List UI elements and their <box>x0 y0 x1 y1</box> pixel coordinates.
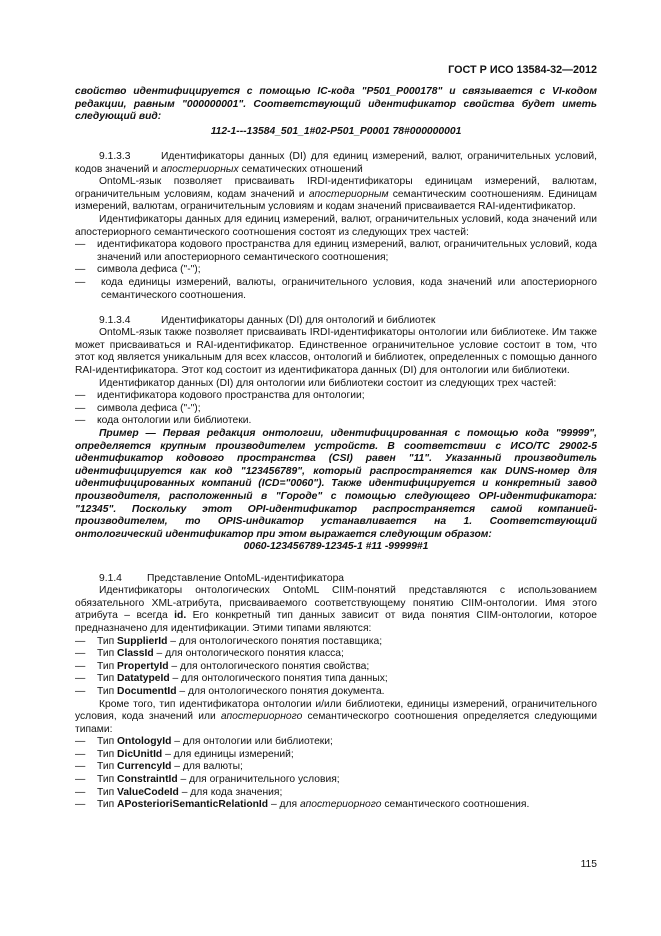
list-item <box>75 787 597 800</box>
list-item <box>75 648 597 661</box>
dash-marker: — <box>75 635 86 647</box>
section-9134-paragraph-2: Идентификатор данных (DI) для онтологии или библиотеки состоит из следующих трех частей: <box>99 377 557 389</box>
type-term: ConstraintId <box>117 774 178 786</box>
paragraph-text: OntoML-язык позволяет присваивать IRDI-идентификаторы единицам измерений, валютам, ограничительным условиям, кодам значений и <box>75 176 597 200</box>
list-item <box>75 403 597 416</box>
list-item <box>75 264 597 277</box>
dash-marker: — <box>75 736 86 748</box>
type-prefix: Тип <box>97 786 118 798</box>
list-item <box>75 799 597 812</box>
dash-marker: — <box>75 673 86 685</box>
dash-marker: — <box>75 239 86 251</box>
list-item <box>75 749 597 762</box>
section-914-paragraph-2 <box>75 699 597 737</box>
paragraph-text: Кроме того, тип идентификатора онтологии и/или библиотеки, единицы измерений, ограничительного условия, кода значений или <box>75 698 597 723</box>
heading-text: Идентификаторы данных (DI) для онтологий и библиотек <box>161 314 436 326</box>
dash-marker: — <box>75 761 86 773</box>
type-desc: – для онтологического понятия класса; <box>153 648 344 660</box>
spacer <box>75 138 597 151</box>
list-item <box>75 239 597 264</box>
list-item-text: идентификатора кодового пространства для единиц измерений, валют, ограничительных условий, кода значений или апостериорного семантического соотношения; <box>97 239 597 263</box>
dash-marker: — <box>75 390 86 402</box>
type-desc: – для онтологии или библиотеки; <box>171 736 333 748</box>
type-prefix: Тип <box>97 774 118 786</box>
dash-marker: — <box>75 660 86 672</box>
type-desc: – для онтологического понятия документа. <box>176 685 385 697</box>
section-number: 9.1.3.3 <box>99 150 131 162</box>
type-term: DatatypeId <box>117 673 170 685</box>
example-paragraph: Пример — Первая редакция онтологии, идентифицированная с помощью кода "99999", определяется крупным производителем устройств. В соответствии с ИСО/ТС 29002-5 идентификатор кодового пространства (CSI) равен "11". Указанный производитель идентифицируется как код "123456789", который распространяется как DUNS-номер для идентифицированных компаний (ICD="0060"). Также идентифицируется и конкретный завод производителя, расположенный в "Городе" с помощью следующего OPI-идентификатора: "12345". Поскольку этот OPI-идентификатор распространяется самой компанией-производителем, то OPIS-индикатор устанавливается на 1. Соответствующий онтологический идентификатор при этом выражается следующим образом: <box>75 428 597 540</box>
paragraph-italic: апостериорного <box>220 711 303 723</box>
list-item <box>75 636 597 649</box>
type-prefix: Тип <box>97 736 118 748</box>
list-item-text: идентификатора кодового пространства для онтологии; <box>97 390 365 402</box>
heading-text: Идентификаторы данных (DI) для единиц измерений, валют, ограничительных условий, кодов значений и <box>75 150 597 175</box>
types-list-1 <box>75 636 597 699</box>
dash-marker: — <box>75 415 86 427</box>
section-9134-paragraph-1: OntoML-язык также позволяет присваивать IRDI-идентификаторы онтологии или библиотеке. Им также может присваиваться и RAI-идентификатор. Единственное ограничительное условие состоит в том, что этот код является уникальным для всех классов, онтологий и библиотек, определенных с помощью данного RAI-идентификатора. Этот код состоит из идентификатора данных (DI) для онтологии или библиотеки. <box>75 327 597 377</box>
section-914-paragraph-1 <box>75 585 597 635</box>
type-term: DocumentId <box>117 685 177 697</box>
list-item-text: кода онтологии или библиотеки. <box>97 415 252 427</box>
type-term: PropertyId <box>117 660 169 672</box>
type-term: ValueCodeId <box>117 786 179 798</box>
attribute-name: id. <box>174 610 187 622</box>
heading-italic: апостериорных <box>160 163 239 175</box>
type-desc: – для валюты; <box>171 761 243 773</box>
type-term: OntologyId <box>117 736 172 748</box>
types-list-2 <box>75 736 597 812</box>
page-body <box>75 86 597 812</box>
list-item <box>75 774 597 787</box>
type-desc: – для кода значения; <box>178 786 283 798</box>
paragraph-text-end: семантическогро соотношения определяется следующими типами: <box>75 711 597 735</box>
paragraph-text-end: семантическим соотношениям. Единицам измерений, валютам, ограничительным условиям и кодам значений присваивается RAI-идентификатор. <box>75 188 597 213</box>
type-prefix: Тип <box>97 648 118 660</box>
type-prefix: Тип <box>97 685 118 697</box>
dash-marker: — <box>75 685 86 697</box>
type-term: SupplierId <box>117 635 168 647</box>
spacer <box>75 302 597 315</box>
list-item <box>75 277 597 302</box>
list-item <box>75 673 597 686</box>
section-number: 9.1.3.4 <box>99 314 131 326</box>
type-desc: – для онтологического понятия поставщика; <box>167 635 383 647</box>
property-identifier: 112-1---13584_501_1#02-P501_P0001 78#000000001 <box>210 125 462 137</box>
list-item-text: символа дефиса ("-"); <box>97 402 201 414</box>
type-prefix: Тип <box>97 748 118 760</box>
type-term: DicUnitId <box>117 748 163 760</box>
intro-paragraph: свойство идентифицируется с помощью IC-кода "P501_P000178" и связывается с VI-кодом редакции, равным "000000001". Соответствующий идентификатор свойства будет иметь следующий вид: <box>75 86 597 123</box>
heading-text: Представление OntoML-идентификатора <box>147 572 345 584</box>
list-item <box>75 415 597 428</box>
type-desc: – для онтологического понятия свойства; <box>168 660 370 672</box>
list-item <box>75 390 597 403</box>
section-number: 9.1.4 <box>99 572 122 584</box>
spacer <box>75 554 597 567</box>
type-prefix: Тип <box>97 799 118 811</box>
list-item <box>75 686 597 699</box>
type-prefix: Тип <box>97 673 118 685</box>
dash-marker: — <box>75 799 86 811</box>
section-914-heading <box>75 573 597 586</box>
list-item <box>75 661 597 674</box>
type-desc: – для <box>268 799 300 811</box>
dash-marker: — <box>75 748 86 760</box>
section-9134-heading <box>75 315 597 328</box>
type-term: CurrencyId <box>117 761 172 773</box>
dash-marker: — <box>75 264 86 276</box>
paragraph-text-end: Его конкретный тип данных зависит от вида понятия CIIM-онтологии, которое предназначено для идентификации. Этими типами являются: <box>75 610 597 634</box>
type-prefix: Тип <box>97 660 118 672</box>
dash-marker: — <box>75 276 86 288</box>
dash-marker: — <box>75 774 86 786</box>
section-9133-paragraph-1 <box>75 176 597 214</box>
type-desc-end: семантического соотношения. <box>381 799 530 811</box>
list-item <box>75 736 597 749</box>
dash-marker: — <box>75 402 86 414</box>
type-desc: – для онтологического понятия типа данных; <box>169 673 388 685</box>
dash-marker: — <box>75 786 86 798</box>
list-item <box>75 761 597 774</box>
heading-text-end: сематических отношений <box>238 163 363 175</box>
section-9133-heading <box>75 151 597 176</box>
type-prefix: Тип <box>97 761 118 773</box>
list-item-text: символа дефиса ("-"); <box>97 264 201 276</box>
section-9133-paragraph-2: Идентификаторы данных для единиц измерений, валют, ограничительных условий, кода значений или апостериорного семантического соотношения состоят из следующих трех частей: <box>75 213 597 238</box>
ontology-identifier: 0060-123456789-12345-1 #11 -99999#1 <box>243 541 429 553</box>
paragraph-italic: апостериорным <box>308 188 389 200</box>
type-prefix: Тип <box>97 635 118 647</box>
paragraph-text: Идентификаторы онтологических OntoML CIIM-понятий представляются с использованием обязательного XML-атрибута, присваиваемого соответствующему понятию CIIM-онтологии. Имя этого атрибута – всегда <box>75 585 597 622</box>
type-term: ClassId <box>117 648 154 660</box>
type-desc: – для единицы измерений; <box>162 748 294 760</box>
type-desc: – для ограничительного условия; <box>177 774 340 786</box>
type-term: APosterioriSemanticRelationId <box>117 799 269 811</box>
dash-marker: — <box>75 648 86 660</box>
type-desc-italic: апостериорного <box>300 799 382 811</box>
standard-header: ГОСТ Р ИСО 13584-32—2012 <box>448 64 597 76</box>
list-item-text: кода единицы измерений, валюты, ограничительного условия, кода значений или апостериорного семантического соотношения. <box>101 276 597 301</box>
page-number: 115 <box>580 859 597 870</box>
